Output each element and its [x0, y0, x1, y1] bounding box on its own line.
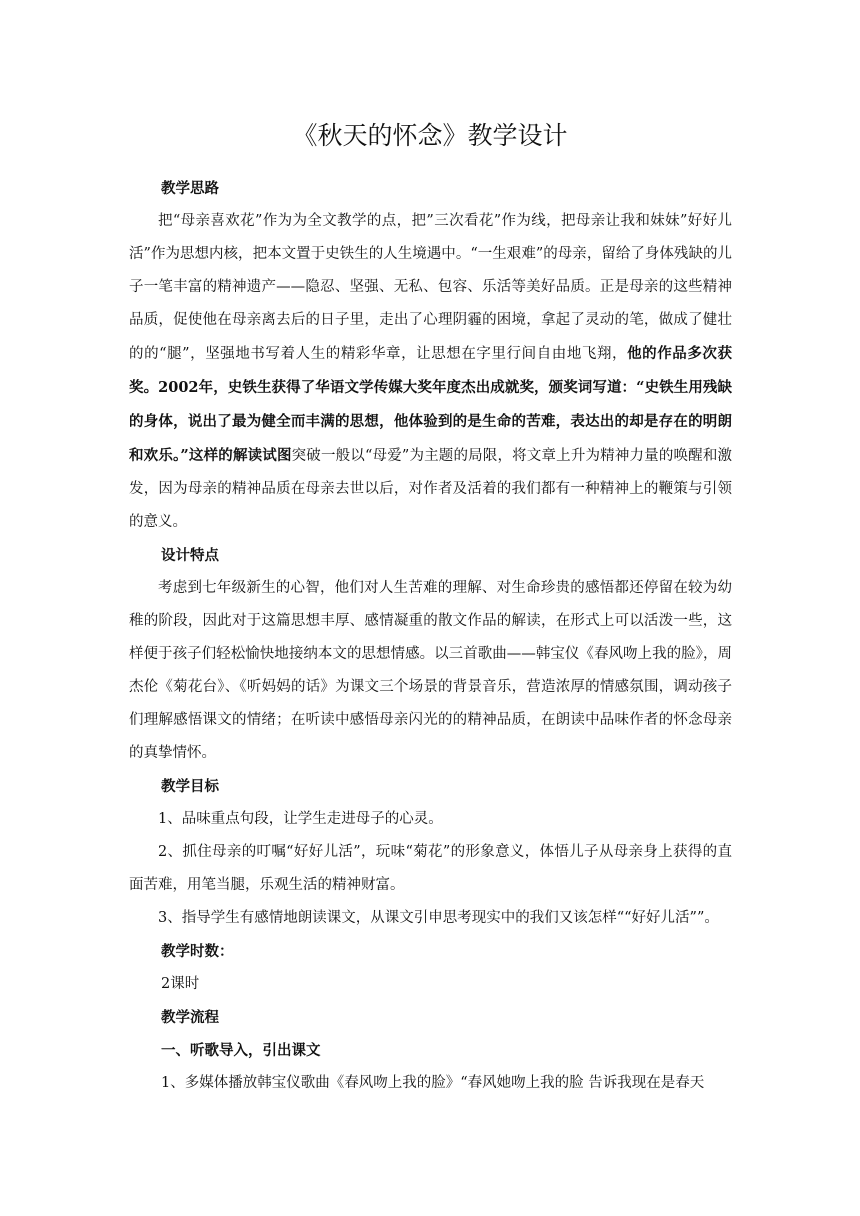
- step-1-text: 1、多媒体播放韩宝仪歌曲《春风吻上我的脸》“春风她吻上我的脸 告诉我现在是春天: [161, 1075, 705, 1091]
- goal-item-3: 3、指导学生有感情地朗读课文，从课文引申思考现实中的我们又该怎样““好好儿活””。: [158, 910, 719, 926]
- paragraph-bold-text: 他的作品多次获奖。2002年，史铁生获得了华语文学传媒大奖年度杰出成就奖，颁奖词写道：“史铁生用残缺的身体，说出了最为健全而丰满的思想，他体验到的是生命的苦难，表达出的却是存在的明朗和欢乐。”这样的解读试图: [129, 345, 732, 464]
- paragraph-design-features: 考虑到七年级新生的心智，他们对人生苦难的理解、对生命珍贵的感悟都还停留在较为幼稚的阶段，因此对于这篇思想丰厚、感情凝重的散文作品的解读，在形式上可以活泼一些，这样便于孩子们轻松愉快地接纳本文的思想情感。以三首歌曲——韩宝仪《春风吻上我的脸》，周杰伦《菊花台》、《听妈妈的话》为课文三个场景的背景音乐，营造浓厚的情感氛围，调动孩子们理解感悟课文的情绪；在听读中感悟母亲闪光的的精神品质，在朗读中品味作者的怀念母亲的真挚情怀。: [129, 580, 732, 761]
- step-1-heading: 一、听歌导入，引出课文: [161, 1042, 321, 1059]
- section-heading-teaching-goals: 教学目标: [161, 778, 219, 795]
- goal-item-2: 2、抓住母亲的叮嘱“好好儿活”，玩味“菊花”的形象意义，体悟儿子从母亲身上获得的直面苦难，用笔当腿，乐观生活的精神财富。: [129, 844, 732, 893]
- teaching-hours-value: 2课时: [161, 976, 200, 992]
- paragraph-teaching-approach: [129, 205, 732, 539]
- paragraph-text: 把“母亲喜欢花”作为为全文教学的点，把”三次看花”作为线，把母亲让我和妹妹”好好儿活”作为思想内核，把本文置于史铁生的人生境遇中。“一生艰难”的母亲，留给了身体残缺的儿子一笔丰富的精神遗产——隐忍、坚强、无私、包容、乐活等美好品质。正是母亲的这些精神品质，促使他在母亲离去后的日子里，走出了心理阴霾的困境，拿起了灵动的笔，做成了健壮的的“腿”，坚强地书写着人生的精彩华章，让思想在字里行间自由地飞翔，: [129, 213, 732, 362]
- document-body: [129, 172, 732, 1100]
- document-title: 《秋天的怀念》教学设计: [292, 121, 568, 150]
- section-heading-teaching-process: 教学流程: [161, 1009, 219, 1026]
- section-heading-teaching-approach: 教学思路: [161, 180, 219, 197]
- goal-item-1: 1、品味重点句段，让学生走进母子的心灵。: [158, 811, 443, 827]
- section-heading-teaching-hours: 教学时数：: [161, 943, 234, 960]
- section-heading-design-features: 设计特点: [161, 547, 219, 564]
- paragraph-text: 突破一般以“母爱”为主题的局限，将文章上升为精神力量的唤醒和激发，因为母亲的精神品质在母亲去世以后，对作者及活着的我们都有一种精神上的鞭策与引领的意义。: [129, 448, 733, 530]
